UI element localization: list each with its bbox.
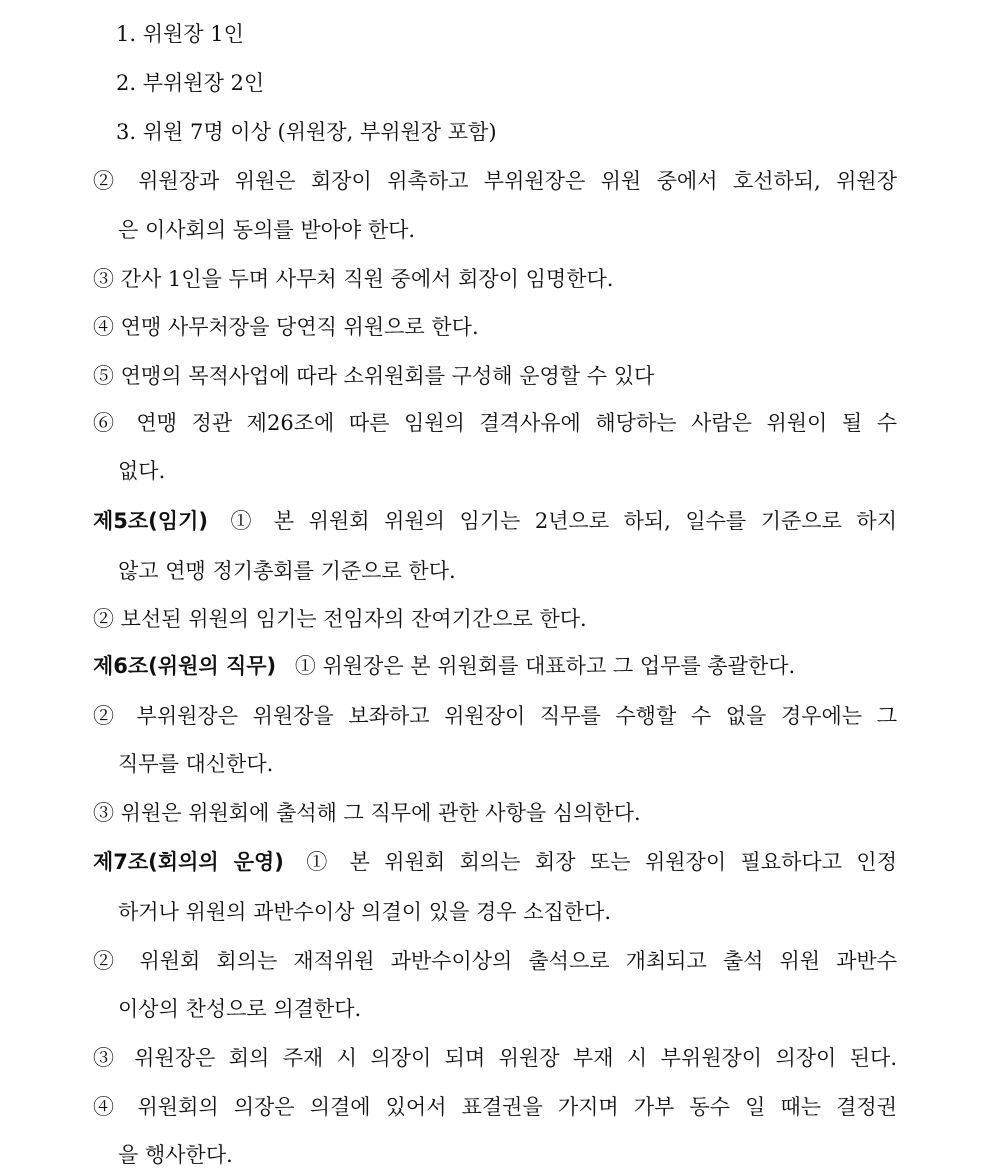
list-item: 3. 위원 7명 이상 (위원장, 부위원장 포함) [116,120,497,144]
paragraph-line: 은 이사회의 동의를 받아야 한다. [118,218,416,242]
paragraph-line: 이상의 찬성으로 의결한다. [118,997,362,1021]
article-7 [93,847,897,877]
article-6 [93,651,897,681]
paragraph-line: ① 본 위원회 위원의 임기는 2년으로 하되, 일수를 기준으로 하지 [230,509,897,533]
paragraph-line: ① 위원장은 본 위원회를 대표하고 그 업무를 총괄한다. [294,654,796,678]
list-item: 2. 부위원장 2인 [116,71,265,95]
paragraph-line: ② 보선된 위원의 임기는 전임자의 잔여기간으로 한다. [93,607,587,631]
paragraph-line: ③ 간사 1인을 두며 사무처 직원 중에서 회장이 임명한다. [93,267,614,291]
article-heading: 제7조(회의의 운영) [93,850,284,874]
paragraph-line: 직무를 대신한다. [118,752,274,776]
paragraph-line: ③ 위원장은 회의 주재 시 의장이 되며 위원장 부재 시 부위원장이 의장이 된다. [93,1046,897,1070]
paragraph-line: ④ 위원회의 의장은 의결에 있어서 표결권을 가지며 가부 동수 일 때는 결정권 [93,1095,897,1119]
paragraph-line: ② 부위원장은 위원장을 보좌하고 위원장이 직무를 수행할 수 없을 경우에는 그 [93,704,897,728]
paragraph-line: ② 위원회 회의는 재적위원 과반수이상의 출석으로 개최되고 출석 위원 과반수 [93,949,897,973]
paragraph-line: ⑤ 연맹의 목적사업에 따라 소위원회를 구성해 운영할 수 있다 [93,364,655,388]
list-item: 1. 위원장 1인 [116,22,244,46]
paragraph-line: ④ 연맹 사무처장을 당연직 위원으로 한다. [93,315,479,339]
paragraph-line: ② 위원장과 위원은 회장이 위촉하고 부위원장은 위원 중에서 호선하되, 위원장 [93,169,897,193]
paragraph-line: ③ 위원은 위원회에 출석해 그 직무에 관한 사항을 심의한다. [93,801,641,825]
paragraph-line: 없다. [118,459,166,483]
article-heading: 제5조(임기) [93,509,208,533]
paragraph-line: ⑥ 연맹 정관 제26조에 따른 임원의 결격사유에 해당하는 사람은 위원이 될 수 [93,411,897,435]
article-5 [93,506,897,536]
paragraph-line: 을 행사한다. [118,1143,233,1167]
paragraph-line: 않고 연맹 정기총회를 기준으로 한다. [118,559,456,583]
article-heading: 제6조(위원의 직무) [93,654,277,678]
paragraph-line: 하거나 위원의 과반수이상 의결이 있을 경우 소집한다. [118,900,612,924]
paragraph-line: ① 본 위원회 회의는 회장 또는 위원장이 필요하다고 인정 [306,850,897,874]
